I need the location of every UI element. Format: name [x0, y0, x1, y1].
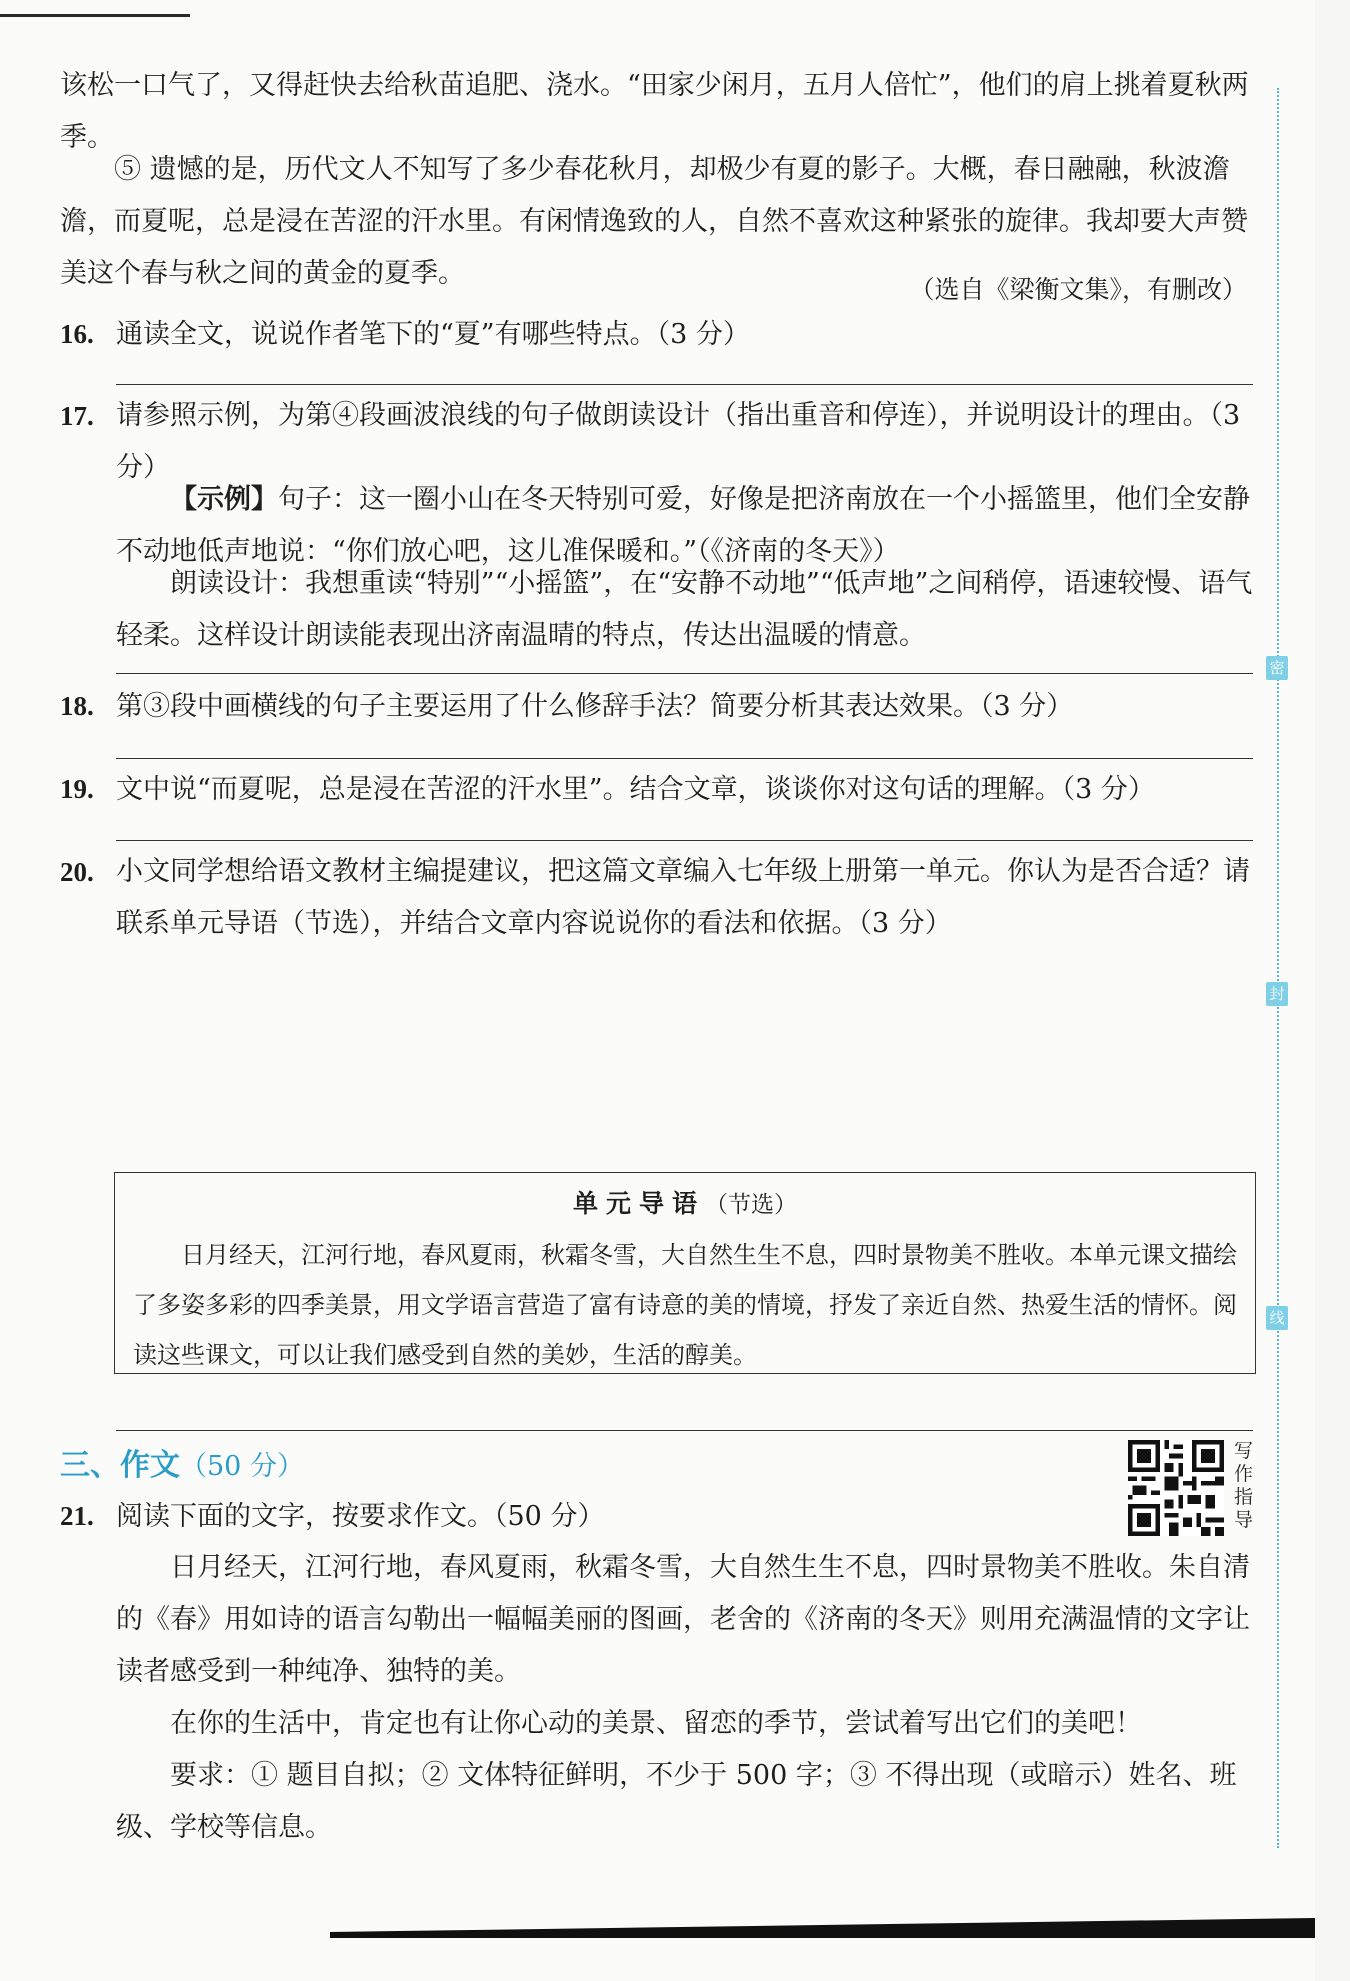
question-text: 小文同学想给语文教材主编提建议，把这篇文章编入七年级上册第一单元。你认为是否合适？请联系单元导语（节选），并结合文章内容说说你的看法和依据。（3 分） — [116, 856, 1250, 939]
question-16 — [60, 308, 1255, 361]
question-20 — [60, 846, 1255, 950]
seal-char: 线 — [1266, 1306, 1288, 1330]
unit-intro-text: 日月经天，江河行地，春风夏雨，秋霜冬雪，大自然生生不息，四时景物美不胜收。本单元课文描绘了多姿多彩的四季美景，用文学语言营造了富有诗意的美的情境，抒发了亲近自然、热爱生活的情怀。阅读这些课文，可以让我们感受到自然的美妙，生活的醇美。 — [133, 1241, 1237, 1369]
paragraph-5: ⑤ 遗憾的是，历代文人不知写了多少春花秋月，却极少有夏的影子。大概，春日融融，秋波澹澹，而夏呢，总是浸在苦涩的汗水里。有闲情逸致的人，自然不喜欢这种紧张的旋律。我却要大声赞美这个春与秋之间的黄金的夏季。 — [60, 154, 1248, 289]
qr-label: 写作指导 — [1234, 1440, 1254, 1531]
question-text: 阅读下面的文字，按要求作文。（50 分） — [116, 1501, 605, 1532]
answer-line[interactable] — [116, 758, 1253, 759]
question-text: 文中说“而夏呢，总是浸在苦涩的汗水里”。结合文章，谈谈你对这句话的理解。（3 分） — [116, 774, 1155, 805]
question-number: 16. — [60, 319, 94, 349]
question-number: 19. — [60, 774, 94, 804]
top-rule — [0, 14, 190, 17]
reading-design: 朗读设计：我想重读“特别”“小摇篮”，在“安静不动地”“低声地”之间稍停，语速较慢、语气轻柔。这样设计朗读能表现出济南温晴的特点，传达出温暖的情意。 — [116, 568, 1253, 651]
example-label: 【示例】 — [170, 484, 278, 515]
question-18 — [60, 680, 1255, 733]
seal-char: 密 — [1266, 656, 1288, 680]
answer-line[interactable] — [116, 673, 1253, 674]
question-text: 请参照示例，为第④段画波浪线的句子做朗读设计（指出重音和停连），并说明设计的理由。（3 分） — [116, 400, 1241, 483]
question-number: 21. — [60, 1501, 94, 1531]
source-citation: （选自《梁衡文集》，有删改） — [909, 275, 1247, 304]
answer-line[interactable] — [116, 384, 1253, 385]
question-19 — [60, 763, 1255, 816]
requirements: 要求：① 题目自拟；② 文体特征鲜明，不少于 500 字；③ 不得出现（或暗示）姓名、班级、学校等信息。 — [116, 1760, 1237, 1843]
answer-line[interactable] — [116, 1430, 1253, 1431]
bottom-rule — [330, 1918, 1315, 1938]
unit-intro-title: 单元导语（节选） — [572, 1189, 797, 1218]
prompt-instruction: 在你的生活中，肯定也有让你心动的美景、留恋的季节，尝试着写出它们的美吧！ — [170, 1708, 1142, 1739]
unit-intro-note: （节选） — [705, 1192, 797, 1218]
paragraph-4-end: 该松一口气了，又得赶快去给秋苗追肥、浇水。“田家少闲月，五月人倍忙”，他们的肩上挑着夏秋两季。 — [60, 70, 1249, 153]
example-text: 句子：这一圈小山在冬天特别可爱，好像是把济南放在一个小摇篮里，他们全安静不动地低声地说：“你们放心吧，这儿准保暖和。”（《济南的冬天》） — [116, 484, 1250, 567]
section-score: （50 分） — [180, 1451, 304, 1482]
prompt-paragraph: 日月经天，江河行地，春风夏雨，秋霜冬雪，大自然生生不息，四时景物美不胜收。朱自清的《春》用如诗的语言勾勒出一幅幅美丽的图画，老舍的《济南的冬天》则用充满温情的文字让读者感受到一种纯净、独特的美。 — [116, 1552, 1250, 1687]
unit-intro-box — [114, 1172, 1256, 1374]
seal-line — [1277, 88, 1279, 1848]
question-text: 第③段中画横线的句子主要运用了什么修辞手法？简要分析其表达效果。（3 分） — [116, 691, 1074, 722]
section-composition: 三、作文（50 分） — [60, 1448, 304, 1483]
question-text: 通读全文，说说作者笔下的“夏”有哪些特点。（3 分） — [116, 319, 750, 350]
answer-line[interactable] — [116, 840, 1253, 841]
question-21 — [60, 1490, 1255, 1543]
seal-char: 封 — [1266, 982, 1288, 1006]
question-number: 17. — [60, 401, 94, 431]
question-number: 18. — [60, 691, 94, 721]
question-number: 20. — [60, 857, 94, 887]
